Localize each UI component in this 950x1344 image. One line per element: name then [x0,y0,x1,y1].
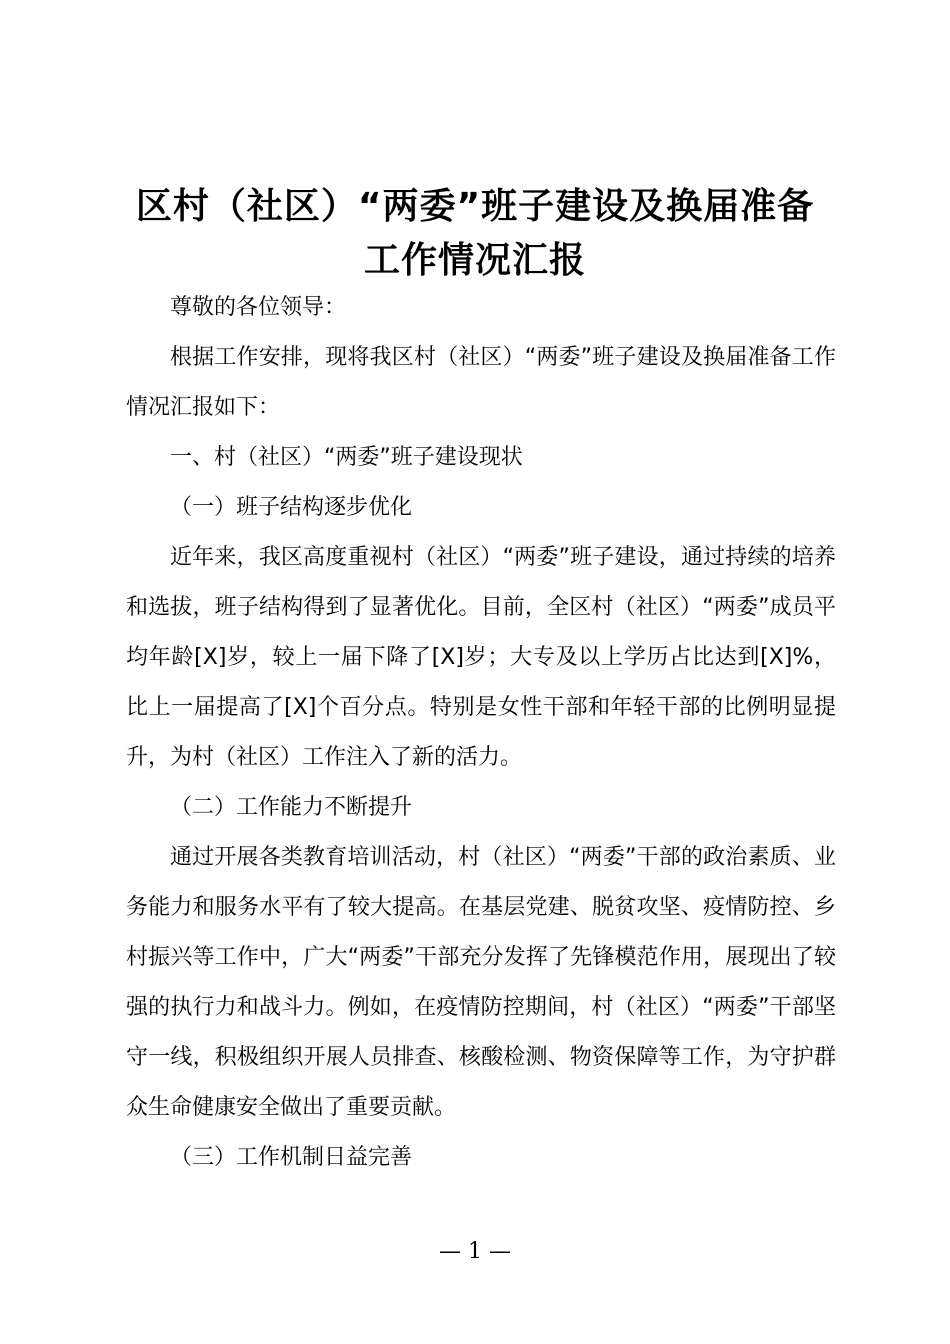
intro-paragraph: 根据工作安排，现将我区村（社区）“两委”班子建设及换届准备工作情况汇报如下： [126,345,836,420]
body-paragraph: 通过开展各类教育培训活动，村（社区）“两委”干部的政治素质、业务能力和服务水平有了较大提高。在基层党建、脱贫攻坚、疫情防控、乡村振兴等工作中，广大“两委”干部充分发挥了先锋模范作用，展现出了较强的执行力和战斗力。例如，在疫情防控期间，村（社区）“两委”干部坚守一线，积极组织开展人员排查、核酸检测、物资保障等工作，为守护群众生命健康安全做出了重要贡献。 [126,845,836,1120]
document-body [126,283,836,1183]
subsection-heading-2: （二）工作能力不断提升 [170,795,413,820]
subsection-heading-1: （一）班子结构逐步优化 [170,495,413,520]
document-title: 区村（社区）“两委”班子建设及换届准备工作情况汇报 [135,186,815,281]
salutation: 尊敬的各位领导： [170,295,347,320]
body-paragraph: 近年来，我区高度重视村（社区）“两委”班子建设，通过持续的培养和选拔，班子结构得到了显著优化。目前，全区村（社区）“两委”成员平均年龄[X]岁，较上一届下降了[X]岁；大专及以上学历占比达到[X]%，比上一届提高了[X]个百分点。特别是女性干部和年轻干部的比例明显提升，为村（社区）工作注入了新的活力。 [126,545,836,770]
page-number: — 1 — [439,1239,511,1264]
subsection-heading-3: （三）工作机制日益完善 [170,1145,413,1170]
section-heading-1: 一、村（社区）“两委”班子建设现状 [170,445,523,470]
